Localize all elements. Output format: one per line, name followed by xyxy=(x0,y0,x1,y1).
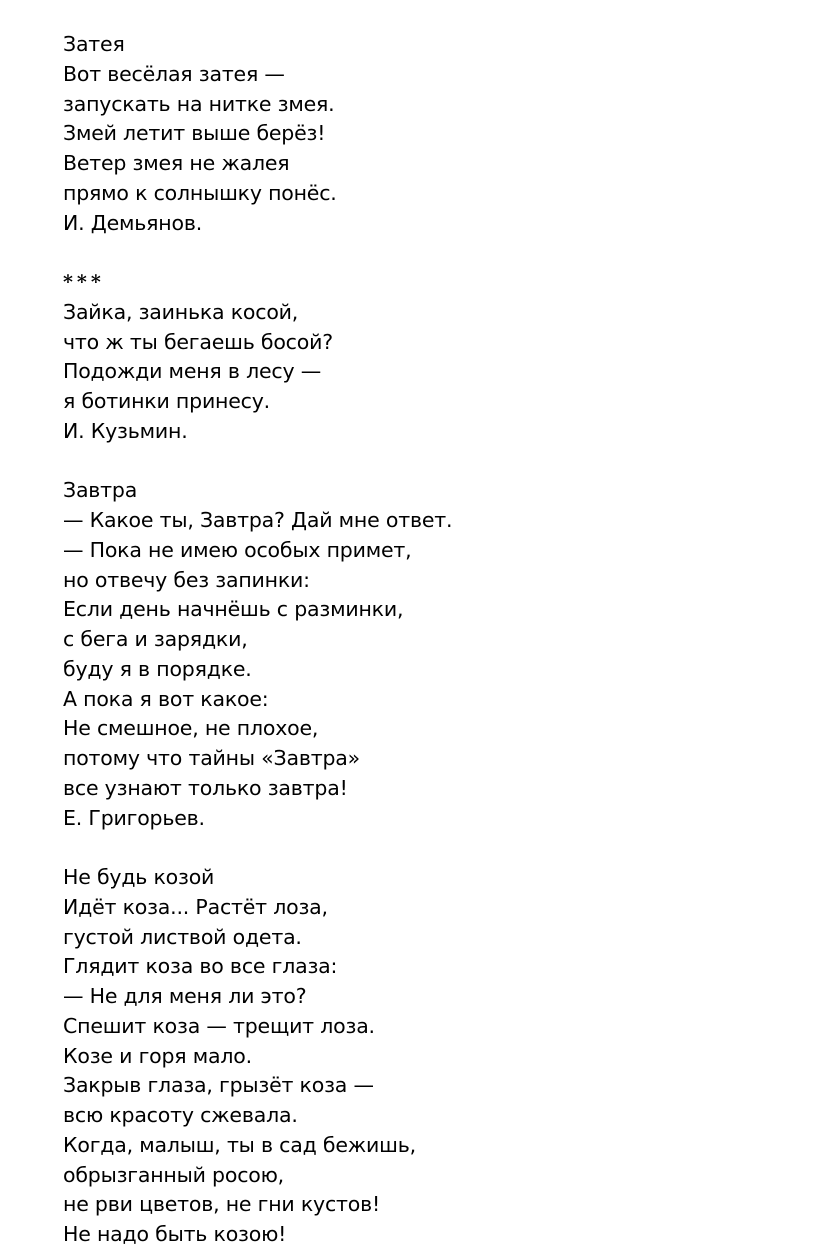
poem-line: густой листвой одета. xyxy=(63,924,302,949)
poem-line: Козе и горя мало. xyxy=(63,1043,252,1068)
poem-line: прямо к солнышку понёс. xyxy=(63,180,337,205)
poem-line: обрызганный росою, xyxy=(63,1162,284,1187)
poem-line: Зайка, заинька косой, xyxy=(63,299,299,324)
poem-line: Вот весёлая затея — xyxy=(63,61,285,86)
poem-line: Глядит коза во все глаза: xyxy=(63,954,338,979)
poem-line: А пока я вот какое: xyxy=(63,686,269,711)
poem-title: Не будь козой xyxy=(63,865,215,889)
poem-zavtra xyxy=(63,476,776,833)
poem-author: Е. Григорьев. xyxy=(63,805,205,830)
poem-line: Если день начнёшь с разминки, xyxy=(63,597,404,622)
poem-line: что ж ты бегаешь босой? xyxy=(63,329,333,354)
poem-line: но отвечу без запинки: xyxy=(63,567,310,592)
poem-author: И. Демьянов. xyxy=(63,210,203,235)
poem-line: Спешит коза — трещит лоза. xyxy=(63,1013,375,1038)
poem-line: всю красоту сжевала. xyxy=(63,1103,298,1127)
poem-line: Не смешное, не плохое, xyxy=(63,716,319,741)
poem-title: Завтра xyxy=(63,478,138,503)
poem-ne-bud-kozoy xyxy=(63,863,776,1250)
poem-line: потому что тайны «Завтра» xyxy=(63,746,360,770)
poem-line: я ботинки принесу. xyxy=(63,389,270,413)
poem-author: И. Кузьмин. xyxy=(63,418,188,443)
poem-line: — Какое ты, Завтра? Дай мне ответ. xyxy=(63,508,453,532)
poem-line: Ветер змея не жалея xyxy=(63,151,290,175)
poem-title: Затея xyxy=(63,32,125,56)
poem-line: Змей летит выше берёз! xyxy=(63,121,326,146)
poem-line: с бега и зарядки, xyxy=(63,627,248,651)
poem-line: Закрыв глаза, грызёт коза — xyxy=(63,1073,374,1098)
poem-line: запускать на нитке змея. xyxy=(63,91,335,116)
poem-line: не рви цветов, не гни кустов! xyxy=(63,1192,381,1217)
poem-line: — Пока не имею особых примет, xyxy=(63,537,412,562)
poem-line: Не надо быть козою! xyxy=(63,1222,287,1246)
poem-line: Подожди меня в лесу — xyxy=(63,359,322,384)
poem-line: все узнают только завтра! xyxy=(63,775,348,800)
poem-line: — Не для меня ли это? xyxy=(63,984,307,1008)
poem-line: буду я в порядке. xyxy=(63,656,252,681)
poem-line: Когда, малыш, ты в сад бежишь, xyxy=(63,1132,416,1157)
poem-zayka xyxy=(63,268,776,447)
poem-separator-stars: *** xyxy=(63,271,105,293)
poem-line: Идёт коза... Растёт лоза, xyxy=(63,894,328,919)
poem-zateya xyxy=(63,30,776,238)
